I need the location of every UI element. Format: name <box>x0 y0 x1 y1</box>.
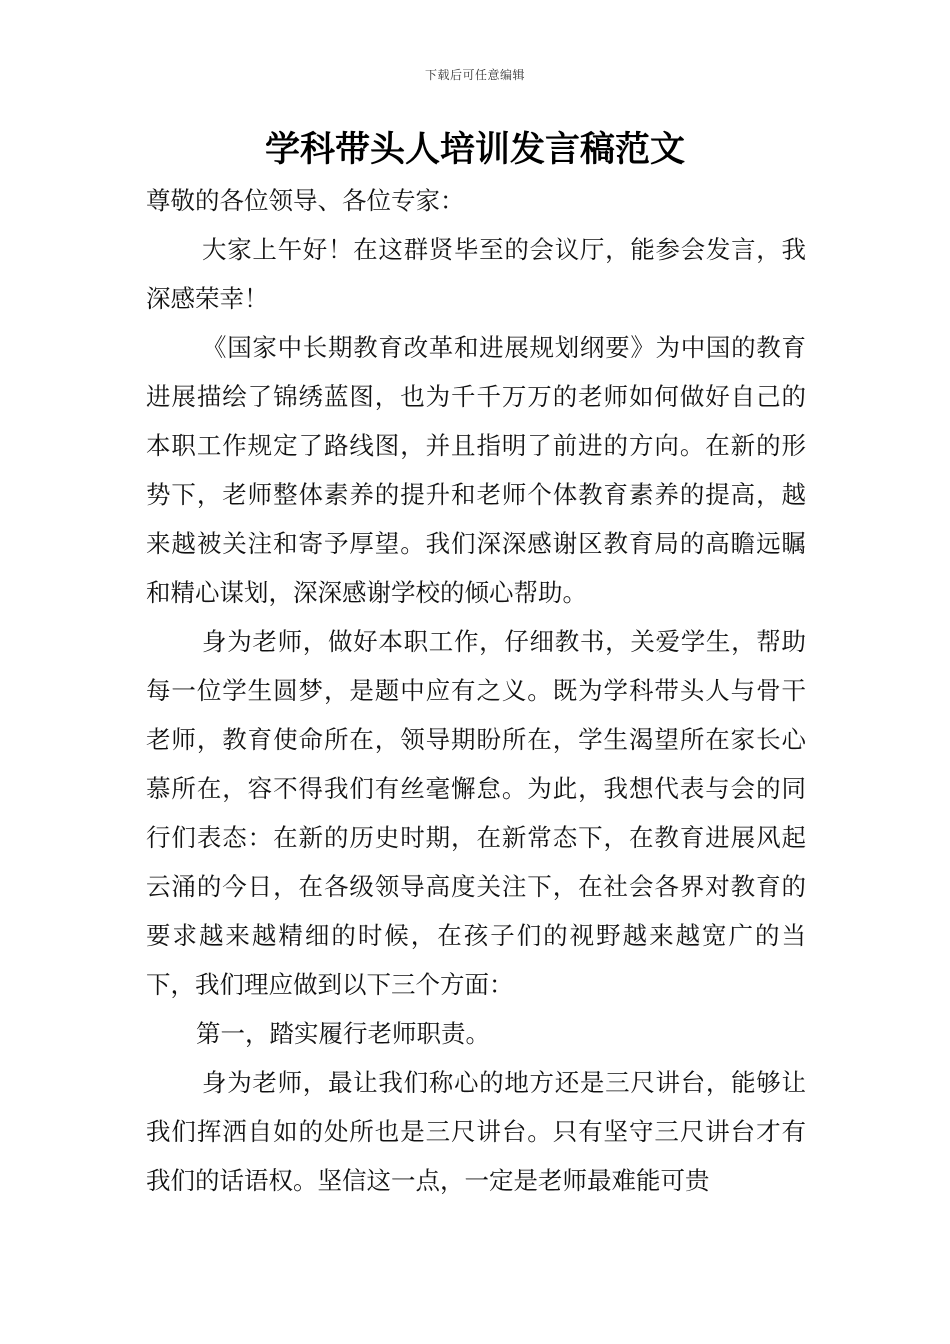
paragraph-podium: 身为老师，最让我们称心的地方还是三尺讲台，能够让我们挥洒自如的处所也是三尺讲台。只有坚守三尺讲台才有我们的话语权。坚信这一点，一定是老师最难能可贵 <box>146 1068 806 1195</box>
document-title: 学科带头人培训发言稿范文 <box>264 130 685 170</box>
salutation: 尊敬的各位领导、各位专家： <box>146 186 465 215</box>
document-body <box>146 176 806 1205</box>
paragraph-point-one: 第一，踏实履行老师职责。 <box>196 1019 490 1048</box>
header-note: 下载后可任意编辑 <box>424 68 525 82</box>
paragraph-duty: 身为老师，做好本职工作，仔细教书，关爱学生，帮助每一位学生圆梦，是题中应有之义。既为学科带头人与骨干老师，教育使命所在，领导期盼所在，学生渴望所在家长心慕所在，容不得我们有丝毫懈怠。为此，我想代表与会的同行们表态：在新的历史时期，在新常态下，在教育进展风起云涌的今日，在各级领导高度关注下，在社会各界对教育的要求越来越精细的时候，在孩子们的视野越来越宽广的当下，我们理应做到以下三个方面： <box>146 627 806 999</box>
paragraph-greeting: 大家上午好！在这群贤毕至的会议厅，能参会发言，我深感荣幸！ <box>146 235 806 313</box>
paragraph-outline: 《国家中长期教育改革和进展规划纲要》为中国的教育进展描绘了锦绣蓝图，也为千千万万的老师如何做好自己的本职工作规定了路线图，并且指明了前进的方向。在新的形势下，老师整体素养的提升和老师个体教育素养的提高，越来越被关注和寄予厚望。我们深深感谢区教育局的高瞻远瞩和精心谋划，深深感谢学校的倾心帮助。 <box>146 333 806 607</box>
